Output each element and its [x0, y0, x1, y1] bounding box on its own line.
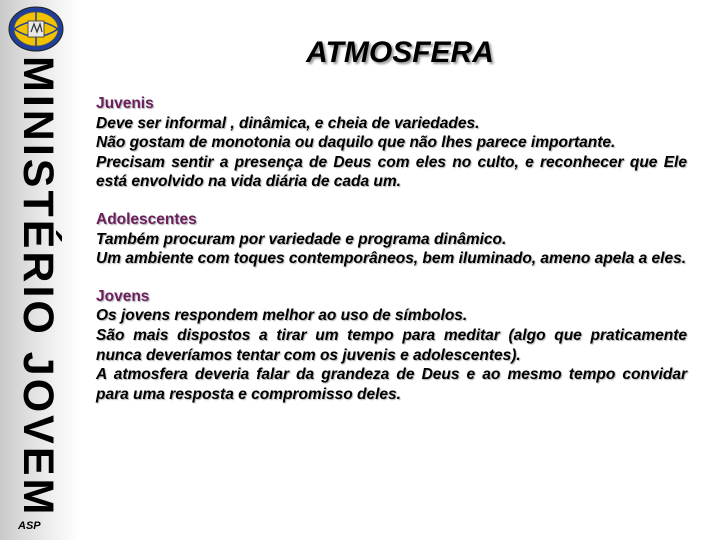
section-paragraph: Não gostam de monotonia ou daquilo que não lhes parece importante. [96, 134, 616, 152]
globe-logo-icon [8, 6, 64, 52]
section-heading: Jovens [96, 287, 150, 305]
section-paragraph: Deve ser informal , dinâmica, e cheia de variedades. [96, 114, 480, 132]
section-heading: Adolescentes [96, 210, 197, 228]
section-paragraph: São mais dispostos a tirar um tempo para meditar (algo que praticamente nunca deveríamos tentar com os juvenis e adolescentes). [96, 326, 687, 364]
section-paragraph: A atmosfera deveria falar da grandeza de Deus e ao mesmo tempo convidar para uma resposta e compromisso deles. [96, 366, 687, 403]
section-paragraph: Também procuram por variedade e programa dinâmico. [96, 230, 507, 248]
section-juvenis [96, 94, 687, 192]
sidebar-footer-label: ASP [18, 520, 41, 532]
slide-content [96, 94, 687, 422]
slide-title: ATMOSFERA [306, 36, 494, 69]
section-adolescentes [96, 210, 687, 269]
sidebar [0, 0, 80, 540]
section-paragraph: Os jovens respondem melhor ao uso de símbolos. [96, 307, 468, 325]
section-paragraph: Um ambiente com toques contemporâneos, bem iluminado, ameno apela a eles. [96, 250, 687, 268]
sidebar-vertical-title: MINISTÉRIO JOVEM [14, 56, 62, 518]
section-jovens [96, 287, 687, 405]
section-paragraph: Precisam sentir a presença de Deus com eles no culto, e reconhecer que Ele está envolvido na vida diária de cada um. [96, 153, 687, 191]
section-heading: Juvenis [96, 95, 154, 112]
